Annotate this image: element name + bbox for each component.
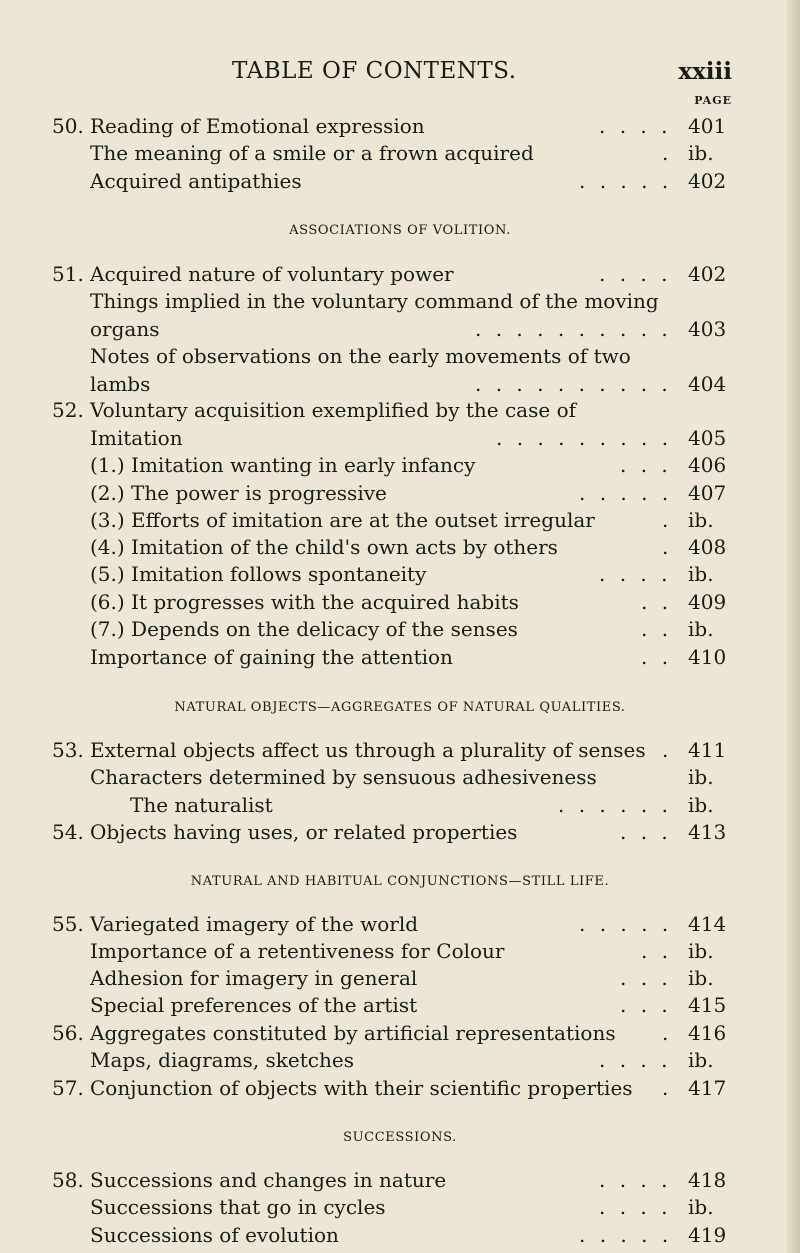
entry-title: (6.) It progresses with the acquired habits [90, 590, 519, 614]
entry-title: (1.) Imitation wanting in early infancy [90, 453, 476, 477]
page-number: 411 [688, 738, 727, 762]
entry-title: Conjunction of objects with their scientific properties [90, 1076, 633, 1100]
toc-entry [52, 765, 742, 793]
entry-title: The meaning of a smile or a frown acquired [90, 141, 534, 165]
toc-entry [52, 262, 742, 290]
toc-entry [52, 993, 742, 1021]
entry-title: Maps, diagrams, sketches [90, 1048, 354, 1072]
page-number: 401 [688, 114, 727, 138]
dot-leader: . . . . . [579, 912, 673, 936]
entry-number: 56. [52, 1021, 84, 1045]
dot-leader: . . . . . . . . . . [475, 317, 672, 341]
entry-title: organs [90, 317, 160, 341]
entry-title: Voluntary acquisition exemplified by the case of [90, 398, 577, 422]
toc-entry [52, 793, 742, 821]
toc-entry [52, 398, 742, 426]
dot-leader: . . . . . [579, 169, 673, 193]
toc-entry [52, 1048, 742, 1076]
page-number: ib. [688, 1048, 714, 1072]
toc-entry [52, 562, 742, 590]
page-number: 416 [688, 1021, 727, 1045]
dot-leader: . [662, 1021, 673, 1045]
section-heading: ASSOCIATIONS OF VOLITION. [289, 223, 511, 238]
page-number: 402 [688, 262, 727, 286]
toc-entry [52, 169, 742, 197]
page-number: 407 [688, 481, 727, 505]
toc-entry [52, 966, 742, 994]
dot-leader: . . . . [599, 262, 672, 286]
entry-title: Variegated imagery of the world [90, 912, 419, 936]
dot-leader: . . . . . [579, 1223, 673, 1247]
dot-leader: . [662, 1076, 673, 1100]
page-number: 409 [688, 590, 727, 614]
toc-entry [52, 939, 742, 967]
entry-title: Objects having uses, or related properties [90, 820, 518, 844]
dot-leader: . . [641, 590, 673, 614]
toc-entry [52, 426, 742, 454]
toc-entry [52, 617, 742, 645]
entry-title: lambs [90, 372, 151, 396]
entry-title: Successions that go in cycles [90, 1195, 386, 1219]
page-number: 415 [688, 993, 727, 1017]
page-edge-shadow [786, 0, 800, 1253]
dot-leader: . . . . . . [558, 793, 672, 817]
dot-leader: . . . [620, 820, 672, 844]
entry-title: (3.) Efforts of imitation are at the outset irregular [90, 508, 595, 532]
dot-leader: . . . . . [579, 481, 673, 505]
toc-entry [52, 508, 742, 536]
toc-entry [52, 114, 742, 142]
toc-entry [52, 1076, 742, 1104]
toc-entry [52, 535, 742, 563]
entry-title: (5.) Imitation follows spontaneity [90, 562, 427, 586]
page-number: 418 [688, 1168, 727, 1192]
dot-leader: . . [641, 939, 673, 963]
page-column-label: PAGE [694, 94, 732, 107]
toc-entry [52, 1168, 742, 1196]
dot-leader: . . . . [599, 1195, 672, 1219]
running-title: TABLE OF CONTENTS. [232, 58, 517, 84]
entry-title: Reading of Emotional expression [90, 114, 425, 138]
entry-title: Importance of gaining the attention [90, 645, 453, 669]
section-heading: SUCCESSIONS. [343, 1130, 457, 1145]
dot-leader: . [662, 141, 673, 165]
dot-leader: . . . . . . . . . [496, 426, 673, 450]
entry-title: Things implied in the voluntary command of the moving [90, 289, 659, 313]
dot-leader: . . . [620, 966, 672, 990]
entry-title: Aggregates constituted by artificial representations [90, 1021, 616, 1045]
entry-number: 54. [52, 820, 84, 844]
dot-leader: . [662, 508, 673, 532]
entry-title: Successions and changes in nature [90, 1168, 447, 1192]
toc-entry [52, 453, 742, 481]
page-number: 419 [688, 1223, 727, 1247]
toc-entry [52, 1223, 742, 1251]
section-heading: NATURAL AND HABITUAL CONJUNCTIONS—STILL LIFE. [190, 874, 610, 889]
toc-entry [52, 820, 742, 848]
page-number: 408 [688, 535, 727, 559]
page-number: ib. [688, 939, 714, 963]
toc-entry [52, 372, 742, 400]
page-number: 406 [688, 453, 727, 477]
dot-leader: . . . . [599, 1168, 672, 1192]
dot-leader: . [662, 535, 673, 559]
entry-title: Acquired nature of voluntary power [90, 262, 454, 286]
entry-title: Adhesion for imagery in general [90, 966, 418, 990]
toc-entry [52, 645, 742, 673]
page-number: 404 [688, 372, 727, 396]
entry-title: Imitation [90, 426, 183, 450]
page-folio: xxiii [678, 58, 732, 85]
entry-number: 58. [52, 1168, 84, 1192]
toc-entry [52, 481, 742, 509]
page-number: 402 [688, 169, 727, 193]
page-number: ib. [688, 793, 714, 817]
entry-title: (7.) Depends on the delicacy of the senses [90, 617, 518, 641]
entry-number: 57. [52, 1076, 84, 1100]
page-number: 410 [688, 645, 727, 669]
toc-entry [52, 289, 742, 317]
page-number: ib. [688, 966, 714, 990]
page-number: 405 [688, 426, 727, 450]
dot-leader: . . . [620, 453, 672, 477]
entry-title: (4.) Imitation of the child's own acts by others [90, 535, 558, 559]
entry-title: External objects affect us through a plurality of senses [90, 738, 646, 762]
dot-leader: . . . . . . . . . . [475, 372, 672, 396]
dot-leader: . . . . [599, 114, 672, 138]
entry-number: 55. [52, 912, 84, 936]
page-number: 413 [688, 820, 727, 844]
page-number: ib. [688, 562, 714, 586]
entry-title: Acquired antipathies [90, 169, 302, 193]
page-number: ib. [688, 617, 714, 641]
page-number: 403 [688, 317, 727, 341]
dot-leader: . . . [620, 993, 672, 1017]
entry-number: 50. [52, 114, 84, 138]
running-header [232, 58, 732, 92]
entry-title: Characters determined by sensuous adhesiveness [90, 765, 597, 789]
dot-leader: . . [641, 645, 673, 669]
page-number: 417 [688, 1076, 727, 1100]
page-number: ib. [688, 1195, 714, 1219]
toc-entry [52, 317, 742, 345]
page-number: ib. [688, 765, 714, 789]
toc-entry [52, 344, 742, 372]
toc-entry [52, 590, 742, 618]
dot-leader: . . . . [599, 562, 672, 586]
entry-number: 51. [52, 262, 84, 286]
entry-title: Successions of evolution [90, 1223, 339, 1247]
dot-leader: . . . . [599, 1048, 672, 1072]
entry-title: Special preferences of the artist [90, 993, 418, 1017]
dot-leader: . [662, 738, 673, 762]
entry-title: Importance of a retentiveness for Colour [90, 939, 505, 963]
entry-title: Notes of observations on the early movements of two [90, 344, 631, 368]
toc-entry [52, 141, 742, 169]
entry-title: (2.) The power is progressive [90, 481, 387, 505]
section-heading: NATURAL OBJECTS—AGGREGATES OF NATURAL QUALITIES. [174, 700, 626, 715]
toc-entry [52, 1195, 742, 1223]
entry-number: 53. [52, 738, 84, 762]
page-number: ib. [688, 141, 714, 165]
page-number: 414 [688, 912, 727, 936]
dot-leader: . . [641, 617, 673, 641]
toc-entry [52, 912, 742, 940]
entry-title: The naturalist [130, 793, 273, 817]
toc-entry [52, 1021, 742, 1049]
entry-number: 52. [52, 398, 84, 422]
page-number: ib. [688, 508, 714, 532]
toc-entry [52, 738, 742, 766]
